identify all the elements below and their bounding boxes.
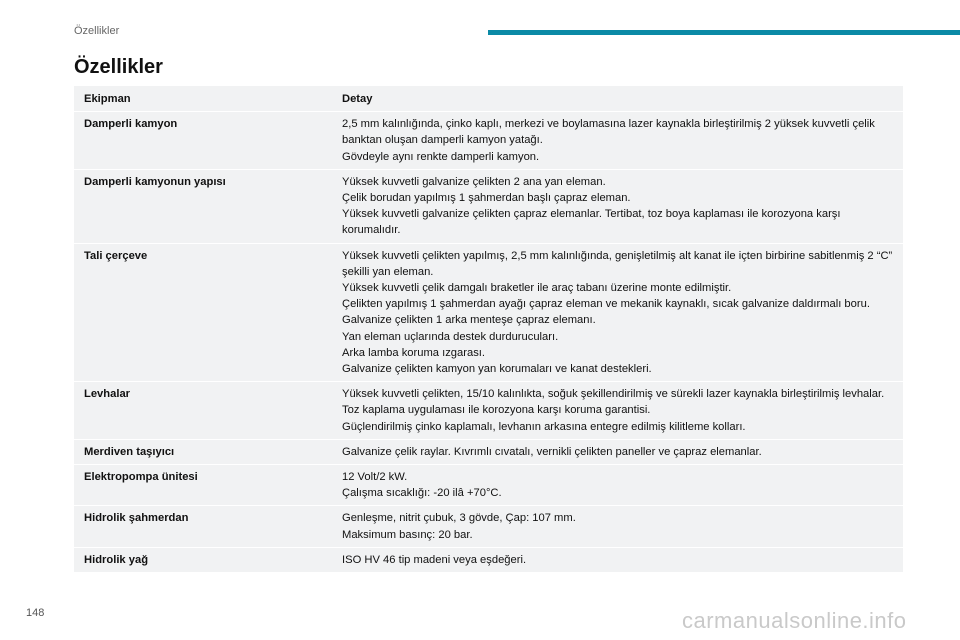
detail-line: 2,5 mm kalınlığında, çinko kaplı, merkezi ve boylamasına lazer kaynakla birleştirilmiş 2 yüksek kuvvetli çelik banktan oluşan damperli kamyon yatağı. [342,118,875,147]
table-row [74,506,903,547]
table-row [74,465,903,506]
detail-line: Yan eleman uçlarında destek durdurucuları. [342,330,559,343]
table-row [74,112,903,170]
column-header-equipment: Ekipman [74,86,332,112]
detail-line: Toz kaplama uygulaması ile korozyona karşı koruma garantisi. [342,404,651,417]
equipment-detail [332,382,903,440]
table-row [74,169,903,243]
detail-line: Gövdeyle aynı renkte damperli kamyon. [342,150,540,163]
detail-line: Güçlendirilmiş çinko kaplamalı, levhanın arkasına entegre edilmiş kilitleme kolları. [342,420,746,433]
equipment-name: Hidrolik şahmerdan [74,506,332,547]
equipment-name: Merdiven taşıyıcı [74,439,332,464]
equipment-name: Damperli kamyonun yapısı [74,169,332,243]
detail-line: Yüksek kuvvetli galvanize çelikten çapraz elemanlar. Tertibat, toz boya kaplaması ile korozyona karşı korumalıdır. [342,208,841,237]
detail-line: ISO HV 46 tip madeni veya eşdeğeri. [342,553,527,566]
equipment-name: Tali çerçeve [74,243,332,382]
detail-line: Galvanize çelik raylar. Kıvrımlı cıvatalı, vernikli çelikten paneller ve çapraz elemanlar. [342,445,762,458]
detail-line: Maksimum basınç: 20 bar. [342,528,473,541]
equipment-name: Damperli kamyon [74,112,332,170]
equipment-detail [332,112,903,170]
table-row [74,439,903,464]
equipment-name: Levhalar [74,382,332,440]
table-body [74,112,903,573]
detail-line: Yüksek kuvvetli çelikten yapılmış, 2,5 mm kalınlığında, genişletilmiş alt kanat ile içten birbirine sabitlenmiş 2 “C” şekilli yan eleman. [342,249,893,278]
equipment-name: Elektropompa ünitesi [74,465,332,506]
detail-line: Yüksek kuvvetli çelikten, 15/10 kalınlıkta, soğuk şekillendirilmiş ve sürekli lazer kaynakla birleştirilmiş levhalar. [342,388,885,401]
column-header-detail: Detay [332,86,903,112]
watermark: carmanualsonline.info [682,608,907,633]
detail-line: Galvanize çelikten kamyon yan korumaları ve kanat destekleri. [342,363,652,376]
detail-line: Genleşme, nitrit çubuk, 3 gövde, Çap: 107 mm. [342,512,576,525]
detail-line: Arka lamba koruma ızgarası. [342,346,486,359]
table-row [74,382,903,440]
running-header: Özellikler [74,25,120,37]
detail-line: Çelikten yapılmış 1 şahmerdan ayağı çapraz eleman ve mekanik kaynaklı, sıcak galvanize daldırmalı boru. [342,298,870,311]
header-accent-bar [488,30,960,35]
detail-line: Yüksek kuvvetli galvanize çelikten 2 ana yan eleman. [342,175,606,188]
detail-line: Galvanize çelikten 1 arka menteşe çapraz elemanı. [342,314,596,327]
table-row [74,243,903,382]
specifications-table [74,86,903,573]
detail-line: Yüksek kuvvetli çelik damgalı braketler ile araç tabanı üzerine monte edilmiştir. [342,282,732,295]
equipment-detail [332,506,903,547]
equipment-detail [332,547,903,572]
equipment-detail [332,465,903,506]
equipment-detail [332,439,903,464]
page-number: 148 [26,607,45,619]
detail-line: Çalışma sıcaklığı: -20 ilâ +70°C. [342,487,502,500]
table-header-row [74,86,903,112]
table-row [74,547,903,572]
equipment-name: Hidrolik yağ [74,547,332,572]
page-title: Özellikler [74,56,163,78]
detail-line: 12 Volt/2 kW. [342,471,408,484]
detail-line: Çelik borudan yapılmış 1 şahmerdan başlı çapraz eleman. [342,192,631,205]
equipment-detail [332,169,903,243]
equipment-detail [332,243,903,382]
